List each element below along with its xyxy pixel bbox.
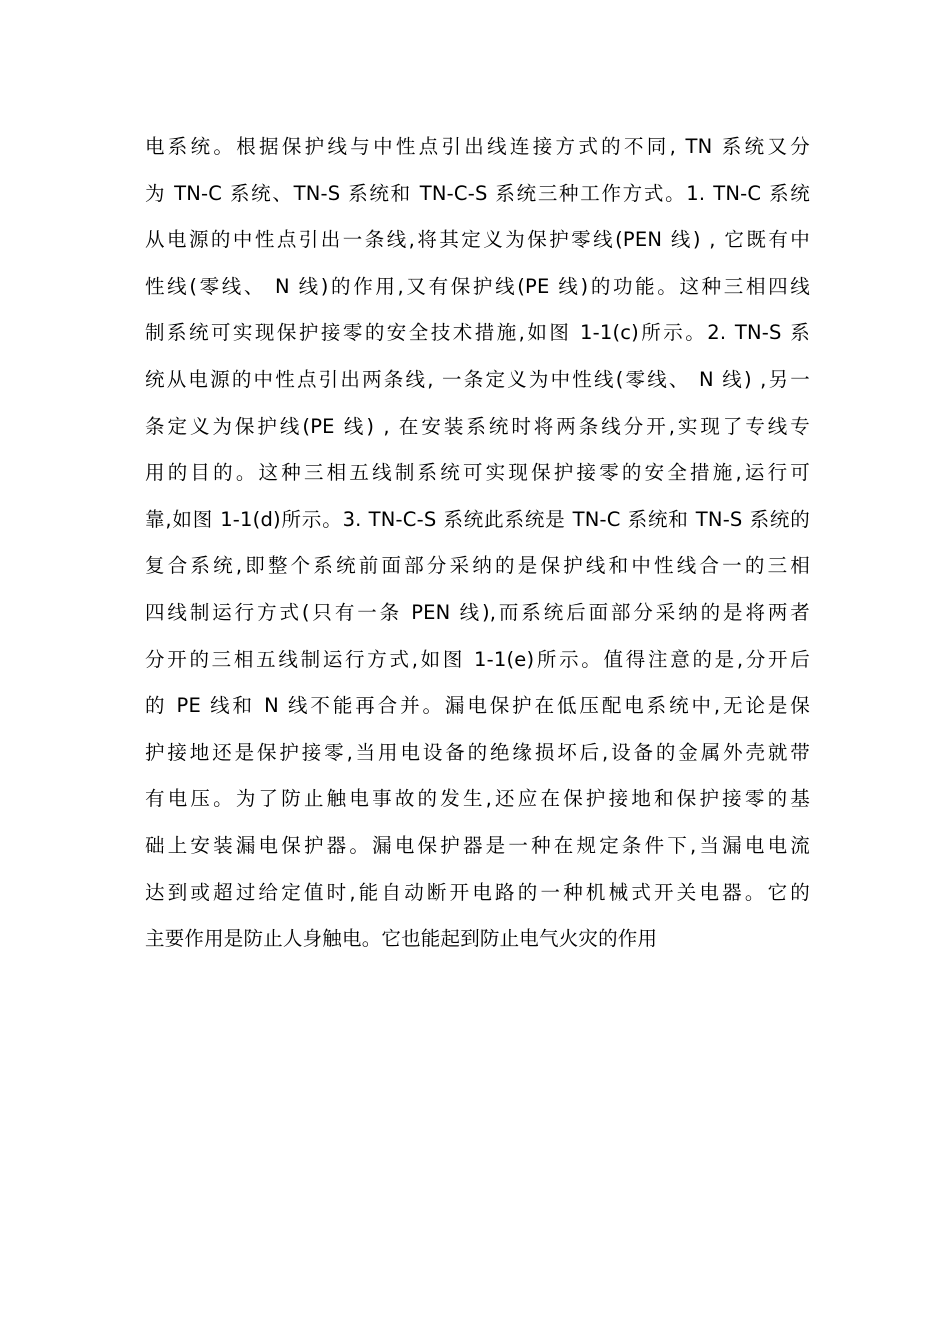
text-line: 的 PE 线和 N 线不能再合并。漏电保护在低压配电系统中,无论是保 <box>145 694 810 718</box>
body-text <box>145 124 810 963</box>
text-line: 护接地还是保护接零,当用电设备的绝缘损坏后,设备的金属外壳就带 <box>145 740 810 764</box>
text-line: 用的目的。这种三相五线制系统可实现保护接零的安全措施,运行可 <box>145 461 810 485</box>
text-line-last: 主要作用是防止人身触电。它也能起到防止电气火灾的作用 <box>145 927 658 951</box>
text-line: 条定义为保护线(PE 线) , 在安装系统时将两条线分开,实现了专线专 <box>145 414 810 438</box>
text-line: 性线(零线、 N 线)的作用,又有保护线(PE 线)的功能。这种三相四线 <box>145 274 810 298</box>
text-line: 靠,如图 1-1(d)所示。3. TN-C-S 系统此系统是 TN-C 系统和 TN-S 系统的 <box>145 507 810 531</box>
text-line: 有电压。为了防止触电事故的发生,还应在保护接地和保护接零的基 <box>145 787 810 811</box>
text-line: 统从电源的中性点引出两条线, 一条定义为中性线(零线、 N 线) ,另一 <box>145 367 810 391</box>
text-line: 四线制运行方式(只有一条 PEN 线),而系统后面部分采纳的是将两者 <box>145 600 810 624</box>
text-line: 电系统。根据保护线与中性点引出线连接方式的不同, TN 系统又分 <box>145 135 810 158</box>
text-line: 达到或超过给定值时,能自动断开电路的一种机械式开关电器。它的 <box>145 880 810 904</box>
text-line: 制系统可实现保护接零的安全技术措施,如图 1-1(c)所示。2. TN-S 系 <box>145 321 810 345</box>
text-line: 从电源的中性点引出一条线,将其定义为保护零线(PEN 线) , 它既有中 <box>145 228 810 252</box>
text-line: 复合系统,即整个系统前面部分采纳的是保护线和中性线合一的三相 <box>145 554 810 578</box>
text-line: 为 TN-C 系统、TN-S 系统和 TN-C-S 系统三种工作方式。1. TN-C 系统 <box>145 181 810 205</box>
text-line: 础上安装漏电保护器。漏电保护器是一种在规定条件下,当漏电电流 <box>145 833 810 857</box>
text-line: 分开的三相五线制运行方式,如图 1-1(e)所示。值得注意的是,分开后 <box>145 647 810 671</box>
